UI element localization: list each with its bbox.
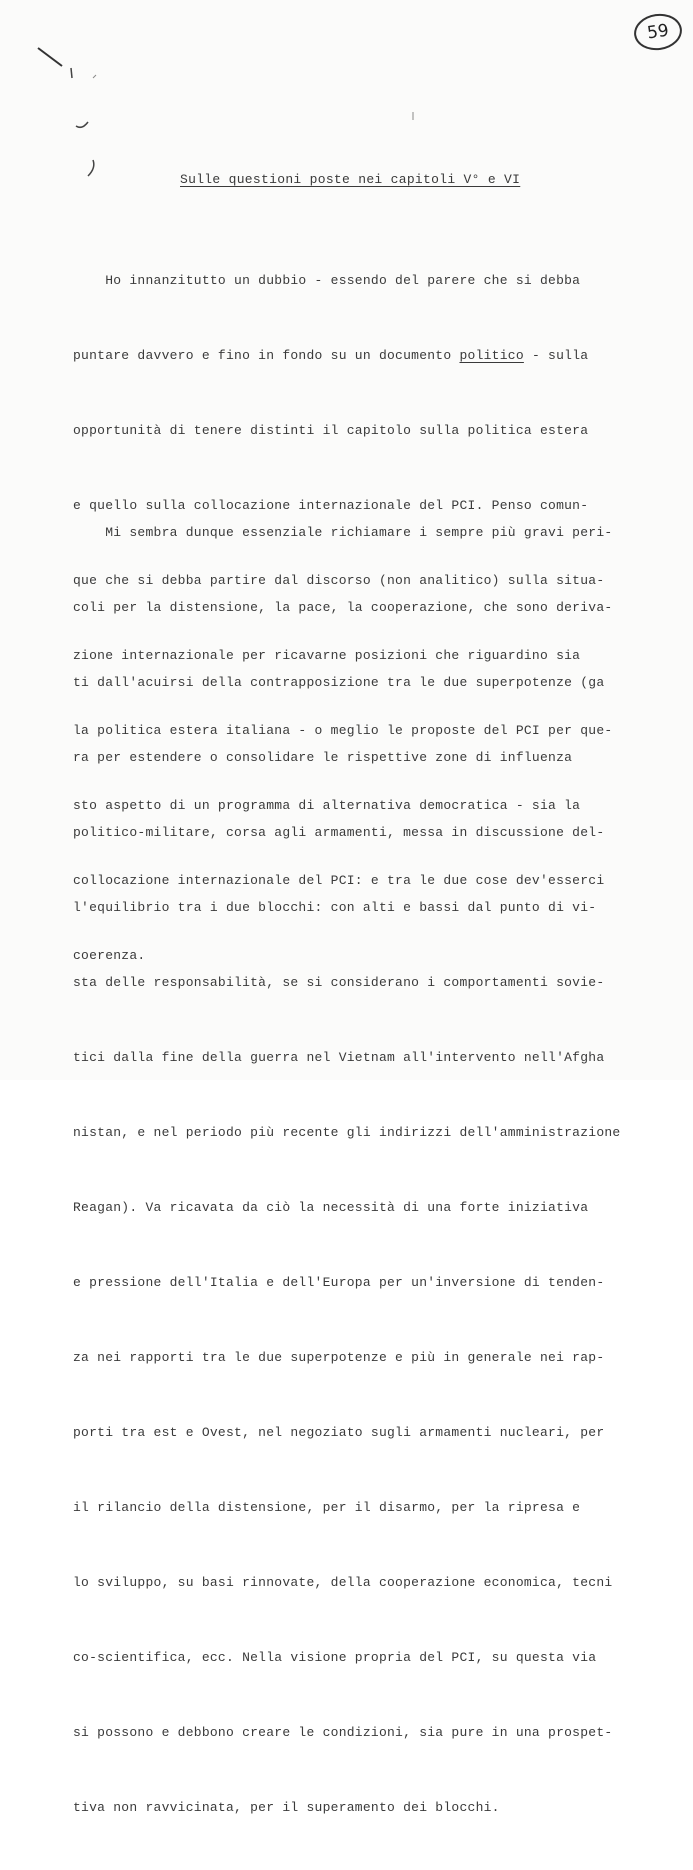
document-title: Sulle questioni poste nei capitoli V° e VI [180, 172, 521, 187]
pen-stroke [88, 160, 94, 176]
text-line: lo sviluppo, su basi rinnovate, della cooperazione economica, tecni [73, 1575, 613, 1590]
page-number-circle: 59 [632, 11, 685, 53]
text-line: collocazione internazionale del PCI: e tra le due cose dev'esserci [73, 873, 605, 888]
text-line: opportunità di tenere distinti il capitolo sulla politica estera [73, 423, 589, 438]
text-line: e pressione dell'Italia e dell'Europa per un'inversione di tenden- [73, 1275, 605, 1290]
text-line: co-scientifica, ecc. Nella visione propria del PCI, su questa via [73, 1650, 597, 1665]
text-line: Reagan). Va ricavata da ciò la necessità di una forte iniziativa [73, 1200, 589, 1215]
text-line: za nei rapporti tra le due superpotenze e più in generale nei rap- [73, 1350, 605, 1365]
text-line: il rilancio della distensione, per il disarmo, per la ripresa e [73, 1500, 581, 1515]
pen-stroke [71, 68, 72, 78]
text-line: porti tra est e Ovest, nel negoziato sugli armamenti nucleari, per [73, 1425, 605, 1440]
text-line: coli per la distensione, la pace, la cooperazione, che sono deriva- [73, 600, 613, 615]
pen-stroke [93, 75, 96, 78]
text-line: nistan, e nel periodo più recente gli indirizzi dell'amministrazione [73, 1125, 621, 1140]
text-line: si possono e debbono creare le condizioni, sia pure in una prospet- [73, 1725, 613, 1740]
text-line: sta delle responsabilità, se si considerano i comportamenti sovie- [73, 975, 605, 990]
text-line: e quello sulla collocazione internazionale del PCI. Penso comun- [73, 498, 589, 513]
text-line: coerenza. [73, 948, 146, 963]
pen-stroke [38, 48, 62, 66]
text-line: que che si debba partire dal discorso (non analitico) sulla situa- [73, 573, 605, 588]
paragraph-2 [73, 470, 621, 1870]
text-line: puntare davvero e fino in fondo su un documento politico - sulla [73, 348, 589, 363]
text-line: Mi sembra dunque essenziale richiamare i sempre più gravi peri- [73, 525, 613, 540]
text-line: ra per estendere o consolidare le rispettive zone di influenza [73, 750, 573, 765]
text-line: tiva non ravvicinata, per il superamento dei blocchi. [73, 1800, 500, 1815]
text-line: ti dall'acuirsi della contrapposizione tra le due superpotenze (ga [73, 675, 605, 690]
text-line: l'equilibrio tra i due blocchi: con alti e bassi dal punto di vi- [73, 900, 597, 915]
text-line: zione internazionale per ricavarne posizioni che riguardino sia [73, 648, 581, 663]
text-line: politico-militare, corsa agli armamenti, messa in discussione del- [73, 825, 605, 840]
text-line: la politica estera italiana - o meglio le proposte del PCI per que- [73, 723, 613, 738]
text-line: tici dalla fine della guerra nel Vietnam all'intervento nell'Afgha [73, 1050, 605, 1065]
underlined-word: politico [459, 348, 524, 363]
pen-stroke [76, 122, 88, 127]
text-line: Ho innanzitutto un dubbio - essendo del parere che si debba [73, 273, 581, 288]
text-line: sto aspetto di un programma di alternativa democratica - sia la [73, 798, 581, 813]
